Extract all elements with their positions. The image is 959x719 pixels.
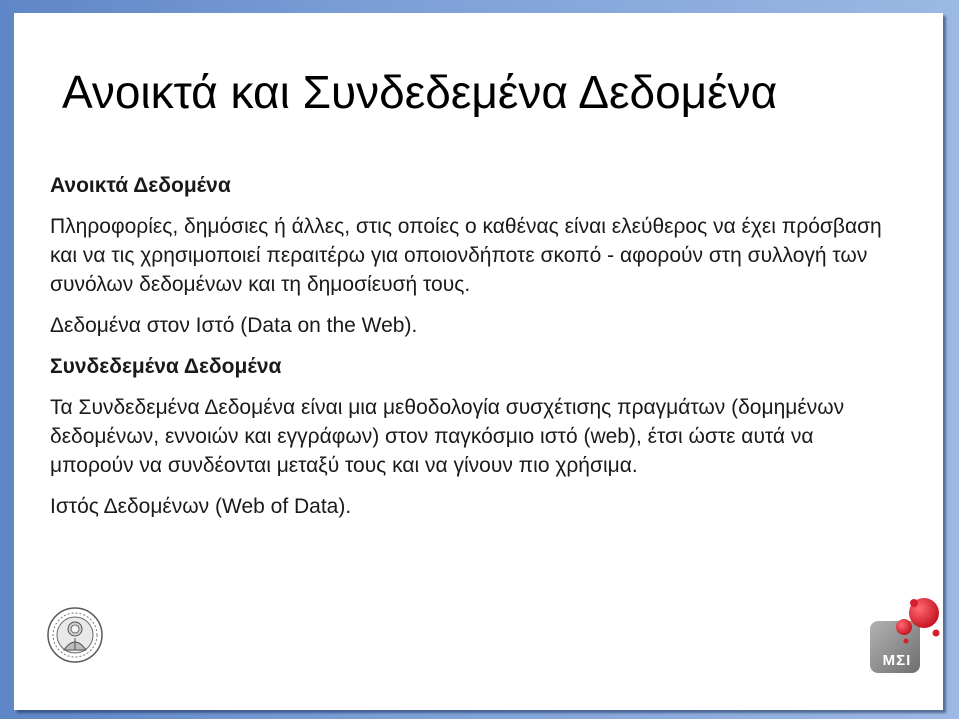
university-seal-icon — [46, 606, 104, 664]
msi-logo-text: ΜΣΙ — [882, 652, 912, 669]
paragraph-data-on-the-web: Δεδομένα στον Ιστό (Data on the Web). — [50, 314, 418, 337]
paragraph-linked-data-definition: Τα Συνδεδεμένα Δεδομένα είναι μια μεθοδολογία συσχέτισης πραγμάτων (δομημένων δεδομένων, εννοιών και εγγράφων) στον παγκόσμιο ιστό (web), έτσι ώστε αυτά να μπορούν να συνδέονται μεταξύ τους και να γίνουν πιο χρήσιμα. — [50, 396, 845, 477]
slide-content — [50, 171, 900, 533]
paragraph-web-of-data: Ιστός Δεδομένων (Web of Data). — [50, 495, 352, 518]
section-heading-open-data: Ανοικτά Δεδομένα — [50, 174, 231, 197]
section-heading-linked-data: Συνδεδεμένα Δεδομένα — [50, 355, 282, 378]
paragraph-open-data-definition: Πληροφορίες, δημόσιες ή άλλες, στις οποίες ο καθένας είναι ελεύθερος να έχει πρόσβαση και να τις χρησιμοποιεί περαιτέρω για οποιονδήποτε σκοπό - αφορούν στη συλλογή των συνόλων δεδομένων και τη δημοσίευσή τους. — [50, 215, 882, 296]
slide-title: Ανοικτά και Συνδεδεμένα Δεδομένα — [62, 66, 778, 118]
msi-logo-icon — [866, 597, 946, 677]
